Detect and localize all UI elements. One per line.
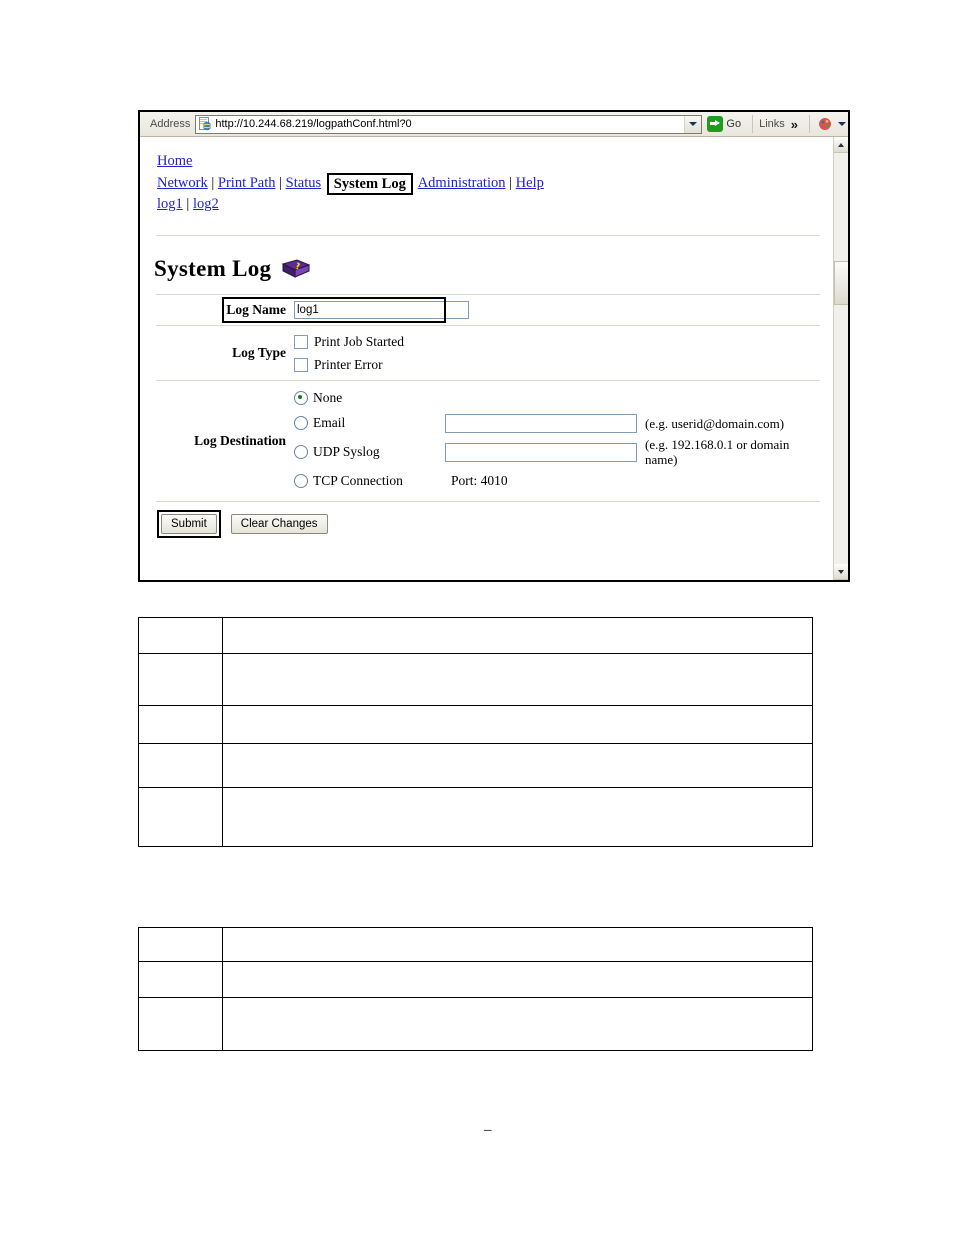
log-destination-row xyxy=(156,381,820,501)
system-log-form xyxy=(156,294,820,502)
log-type-label-print-job-started: Print Job Started xyxy=(314,333,404,349)
radio-icon-udp-syslog[interactable] xyxy=(294,445,308,459)
log-destination-label-email: Email xyxy=(313,415,346,430)
table-cell-label xyxy=(139,962,223,997)
log-destination-label: Log Destination xyxy=(194,433,286,448)
table-row xyxy=(139,998,812,1050)
table-cell-description xyxy=(223,618,812,653)
table-cell-description xyxy=(223,706,812,743)
table-row xyxy=(139,654,812,706)
double-chevron-icon[interactable]: » xyxy=(790,116,798,132)
email-address-input[interactable] xyxy=(445,414,637,433)
address-label: Address xyxy=(150,118,191,130)
udp-syslog-hint: (e.g. 192.168.0.1 or domain name) xyxy=(645,437,790,467)
log-destination-options xyxy=(294,381,820,501)
scrollbar-track[interactable] xyxy=(834,153,849,564)
log-name-label: Log Name xyxy=(226,302,286,317)
nav-link-log2[interactable]: log2 xyxy=(192,196,219,212)
table-cell-label xyxy=(139,654,223,705)
description-table-1 xyxy=(138,617,813,847)
table-row xyxy=(139,928,812,962)
table-cell-description xyxy=(223,744,812,787)
log-name-input[interactable] xyxy=(294,301,469,319)
nav-link-help[interactable]: Help xyxy=(515,175,544,191)
nav-link-system-log[interactable]: System Log xyxy=(327,173,413,195)
log-type-option-printer-error[interactable] xyxy=(294,355,820,374)
table-cell-label xyxy=(139,788,223,846)
nav-link-administration[interactable]: Administration xyxy=(417,175,506,191)
log-destination-option-email[interactable] xyxy=(294,412,820,434)
table-cell-label xyxy=(139,744,223,787)
log-destination-label-tcp-connection: TCP Connection xyxy=(313,473,403,488)
toolbar-divider xyxy=(752,115,753,133)
table-row xyxy=(139,744,812,788)
checkbox-icon-printer-error[interactable] xyxy=(294,358,308,372)
nav-link-log1[interactable]: log1 xyxy=(157,196,183,212)
log-destination-label-udp-syslog: UDP Syslog xyxy=(313,444,380,459)
page-content xyxy=(140,137,833,580)
address-input[interactable] xyxy=(195,115,702,134)
log-name-value-cell xyxy=(294,295,820,325)
radio-icon-tcp-connection[interactable] xyxy=(294,474,308,488)
log-destination-label-none: None xyxy=(313,390,343,405)
log-type-row xyxy=(156,326,820,381)
log-type-label-printer-error: Printer Error xyxy=(314,356,383,372)
vertical-scrollbar[interactable] xyxy=(833,137,848,580)
browser-screenshot xyxy=(138,110,850,582)
table-cell-description xyxy=(223,928,812,961)
book-icon xyxy=(281,258,311,280)
browser-address-bar xyxy=(140,112,848,137)
nav-link-print-path[interactable]: Print Path xyxy=(217,175,276,191)
udp-syslog-host-input[interactable] xyxy=(445,443,637,462)
log-destination-option-none[interactable] xyxy=(294,387,820,409)
nav-link-home[interactable]: Home xyxy=(157,153,193,169)
table-cell-label xyxy=(139,618,223,653)
log-destination-option-tcp-connection[interactable] xyxy=(294,470,820,492)
chevron-down-icon xyxy=(838,570,844,574)
go-arrow-icon xyxy=(707,116,723,132)
submit-highlight xyxy=(157,510,221,538)
table-cell-label xyxy=(139,998,223,1050)
scrollbar-down-button[interactable] xyxy=(834,564,849,580)
checkbox-icon-print-job-started[interactable] xyxy=(294,335,308,349)
nav-link-network[interactable]: Network xyxy=(157,175,208,191)
log-type-option-print-job-started[interactable] xyxy=(294,332,820,351)
table-cell-description xyxy=(223,962,812,997)
chevron-down-icon xyxy=(689,122,697,126)
page-title: System Log xyxy=(154,256,272,281)
nav-row-2 xyxy=(157,172,833,194)
nav-separator-4: | xyxy=(186,196,190,212)
scrollbar-thumb[interactable] xyxy=(834,261,849,305)
nav-row-1 xyxy=(157,151,833,172)
log-type-label: Log Type xyxy=(232,345,286,360)
scrollbar-up-button[interactable] xyxy=(834,137,849,153)
clear-changes-button[interactable]: Clear Changes xyxy=(231,514,328,534)
nav-row-3 xyxy=(157,194,833,215)
submit-button[interactable]: Submit xyxy=(161,514,217,534)
email-hint: (e.g. userid@domain.com) xyxy=(645,415,785,431)
form-actions xyxy=(140,502,833,538)
links-label[interactable]: Links xyxy=(759,118,785,130)
log-type-options xyxy=(294,326,820,380)
table-row xyxy=(139,788,812,846)
table-row xyxy=(139,706,812,744)
ie-document-icon xyxy=(198,117,212,131)
go-label: Go xyxy=(726,118,742,130)
table-cell-label xyxy=(139,928,223,961)
web-page-area xyxy=(140,137,848,580)
chevron-up-icon xyxy=(838,143,844,147)
go-button[interactable] xyxy=(706,114,746,134)
nav-link-status[interactable]: Status xyxy=(285,175,322,191)
tcp-port-text: Port: 4010 xyxy=(451,473,508,488)
radio-icon-none[interactable] xyxy=(294,391,308,405)
nav-separator-1: | xyxy=(211,175,215,191)
log-name-row xyxy=(156,295,820,326)
toolbar-divider-2 xyxy=(809,115,810,133)
palette-icon[interactable] xyxy=(818,116,835,132)
log-destination-option-udp-syslog[interactable] xyxy=(294,437,820,467)
table-cell-label xyxy=(139,706,223,743)
address-url-text: http://10.244.68.219/logpathConf.html?0 xyxy=(215,118,412,130)
table-row xyxy=(139,962,812,998)
radio-icon-email[interactable] xyxy=(294,416,308,430)
nav-separator-3: | xyxy=(509,175,513,191)
page-footer-dash: – xyxy=(484,1122,492,1138)
table-cell-description xyxy=(223,654,812,705)
address-dropdown-button[interactable] xyxy=(684,116,701,133)
nav-separator-2: | xyxy=(279,175,283,191)
site-navigation xyxy=(140,151,833,215)
table-row xyxy=(139,618,812,654)
palette-dropdown-icon[interactable] xyxy=(838,122,846,126)
page-title-row xyxy=(140,236,833,294)
description-table-2 xyxy=(138,927,813,1051)
table-cell-description xyxy=(223,788,812,846)
table-cell-description xyxy=(223,998,812,1050)
